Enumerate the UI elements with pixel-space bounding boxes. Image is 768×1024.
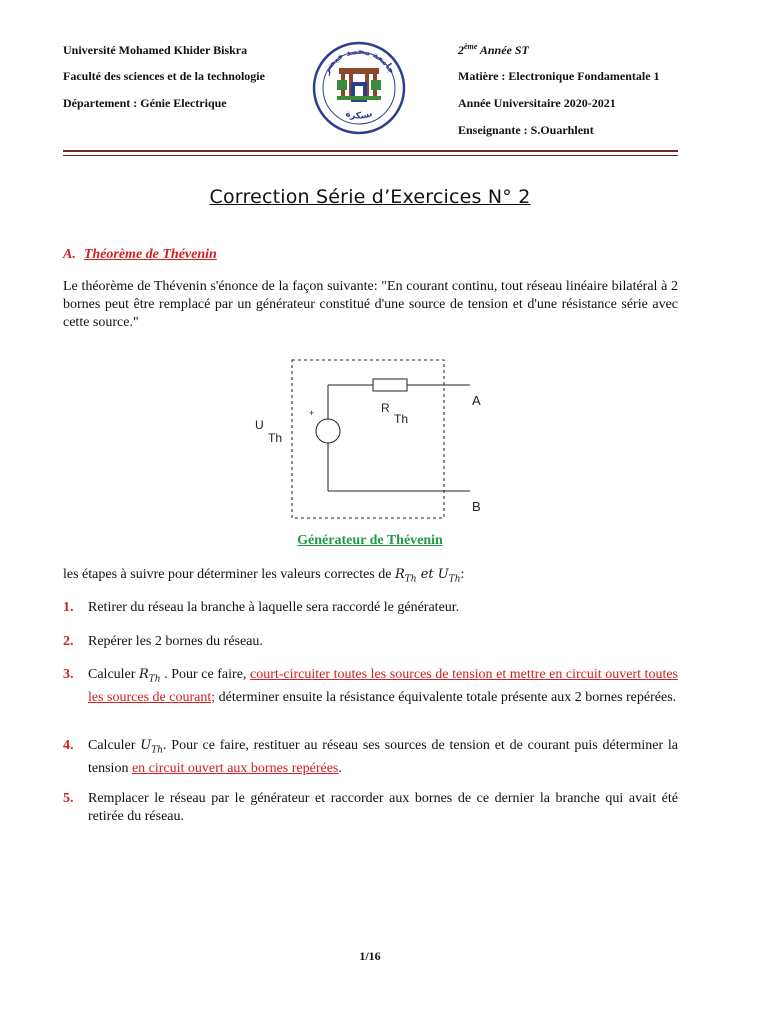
- math-r-sub: Th: [404, 574, 417, 585]
- logo-text-bottom: بسكرة: [344, 107, 374, 121]
- step-text-b: . Pour ce faire,: [160, 667, 250, 682]
- math-et: et: [416, 567, 438, 582]
- study-year-label: Année ST: [477, 43, 529, 57]
- steps-intro: [63, 566, 678, 589]
- math-rth: [394, 567, 417, 585]
- course-name: Matière : Electronique Fondamentale 1: [458, 69, 660, 83]
- department-name: Département : Génie Electrique: [63, 96, 227, 110]
- section-heading: [63, 247, 217, 263]
- step-number: 5.: [63, 791, 74, 806]
- steps-intro-text: les étapes à suivre pour déterminer les valeurs correctes de: [63, 567, 395, 582]
- resistor-subscript: Th: [394, 412, 409, 426]
- math-r-sub: Th: [148, 674, 161, 685]
- step-text: Repérer les 2 bornes du réseau.: [88, 634, 263, 649]
- step-3: [63, 666, 678, 707]
- voltage-source-symbol: [316, 419, 340, 443]
- thevenin-circuit-diagram: [240, 350, 520, 530]
- university-logo: [311, 40, 407, 136]
- page-number: 1/16: [359, 949, 381, 963]
- step-highlight: court-circuiter toutes les sources de tension et mettre en circuit ouvert toutes les sources de courant;: [88, 667, 678, 705]
- math-u: U: [140, 738, 152, 753]
- step-number: 3.: [63, 667, 74, 682]
- network-box: [292, 360, 444, 518]
- faculty-name: Faculté des sciences et de la technologie: [63, 69, 265, 83]
- math-u-sub: Th: [448, 574, 461, 585]
- step-text-c: déterminer ensuite la résistance équivalente totale présente aux 2 bornes repérées.: [215, 689, 677, 705]
- section-letter: A.: [63, 247, 76, 262]
- step-text: [88, 737, 678, 778]
- step-number: 1.: [63, 600, 74, 615]
- page-title: Correction Série d’Exercices N° 2: [209, 186, 531, 208]
- step-number: 4.: [63, 738, 74, 753]
- math-uth: [437, 567, 461, 585]
- logo-text-top: جامعة محمد خيضر: [320, 45, 398, 76]
- step-text-b: . Pour ce faire, restituer au réseau ses sources de tension et de courant puis déterminer la tension: [88, 738, 679, 776]
- header-divider: [63, 150, 678, 152]
- resistor-symbol: [373, 379, 407, 391]
- study-year-number: 2: [458, 43, 464, 57]
- step-text-a: Calculer: [88, 738, 141, 753]
- step-1: [63, 599, 678, 617]
- math-r: R: [139, 667, 149, 682]
- study-year: [458, 42, 529, 58]
- step-number: 2.: [63, 634, 74, 649]
- step-text: Remplacer le réseau par le générateur et raccorder aux bornes de ce dernier la branche qui avait été retirée du réseau.: [88, 791, 678, 824]
- math-u: U: [437, 567, 449, 582]
- intro-paragraph: Le théorème de Thévenin s'énonce de la façon suivante: "En courant continu, tout réseau linéaire bilatéral à 2 bornes peut être remplacé par un générateur constitué d'une source de tension et d'une résistance série avec cette source.": [63, 279, 678, 330]
- figure-caption: Générateur de Thévenin: [297, 533, 443, 548]
- teacher-name: Enseignante : S.Ouarhlent: [458, 123, 594, 137]
- header-divider-thin: [63, 155, 678, 156]
- section-title: Théorème de Thévenin: [83, 247, 217, 262]
- step-5: [63, 790, 678, 826]
- source-plus: +: [309, 408, 315, 418]
- math-r: R: [394, 567, 405, 582]
- math-uth: [140, 738, 163, 756]
- step-text: [88, 666, 678, 707]
- source-label: U: [255, 418, 264, 432]
- study-year-suffix: ème: [464, 42, 478, 51]
- academic-year: Année Universitaire 2020-2021: [458, 96, 616, 110]
- terminal-a: A: [472, 393, 481, 408]
- university-seal-icon: [311, 40, 407, 136]
- terminal-b: B: [472, 499, 481, 514]
- math-rth: [139, 667, 161, 685]
- university-name: Université Mohamed Khider Biskra: [63, 43, 248, 57]
- step-4: [63, 737, 678, 778]
- steps-intro-colon: :: [460, 567, 465, 582]
- step-text-a: Calculer: [88, 667, 139, 682]
- math-u-sub: Th: [151, 745, 163, 756]
- step-highlight: en circuit ouvert aux bornes repérées: [131, 760, 339, 776]
- step-text-c: .: [338, 760, 342, 776]
- step-text: Retirer du réseau la branche à laquelle sera raccordé le générateur.: [88, 600, 460, 615]
- resistor-label: R: [381, 401, 390, 415]
- step-2: [63, 633, 678, 651]
- source-subscript: Th: [268, 431, 283, 445]
